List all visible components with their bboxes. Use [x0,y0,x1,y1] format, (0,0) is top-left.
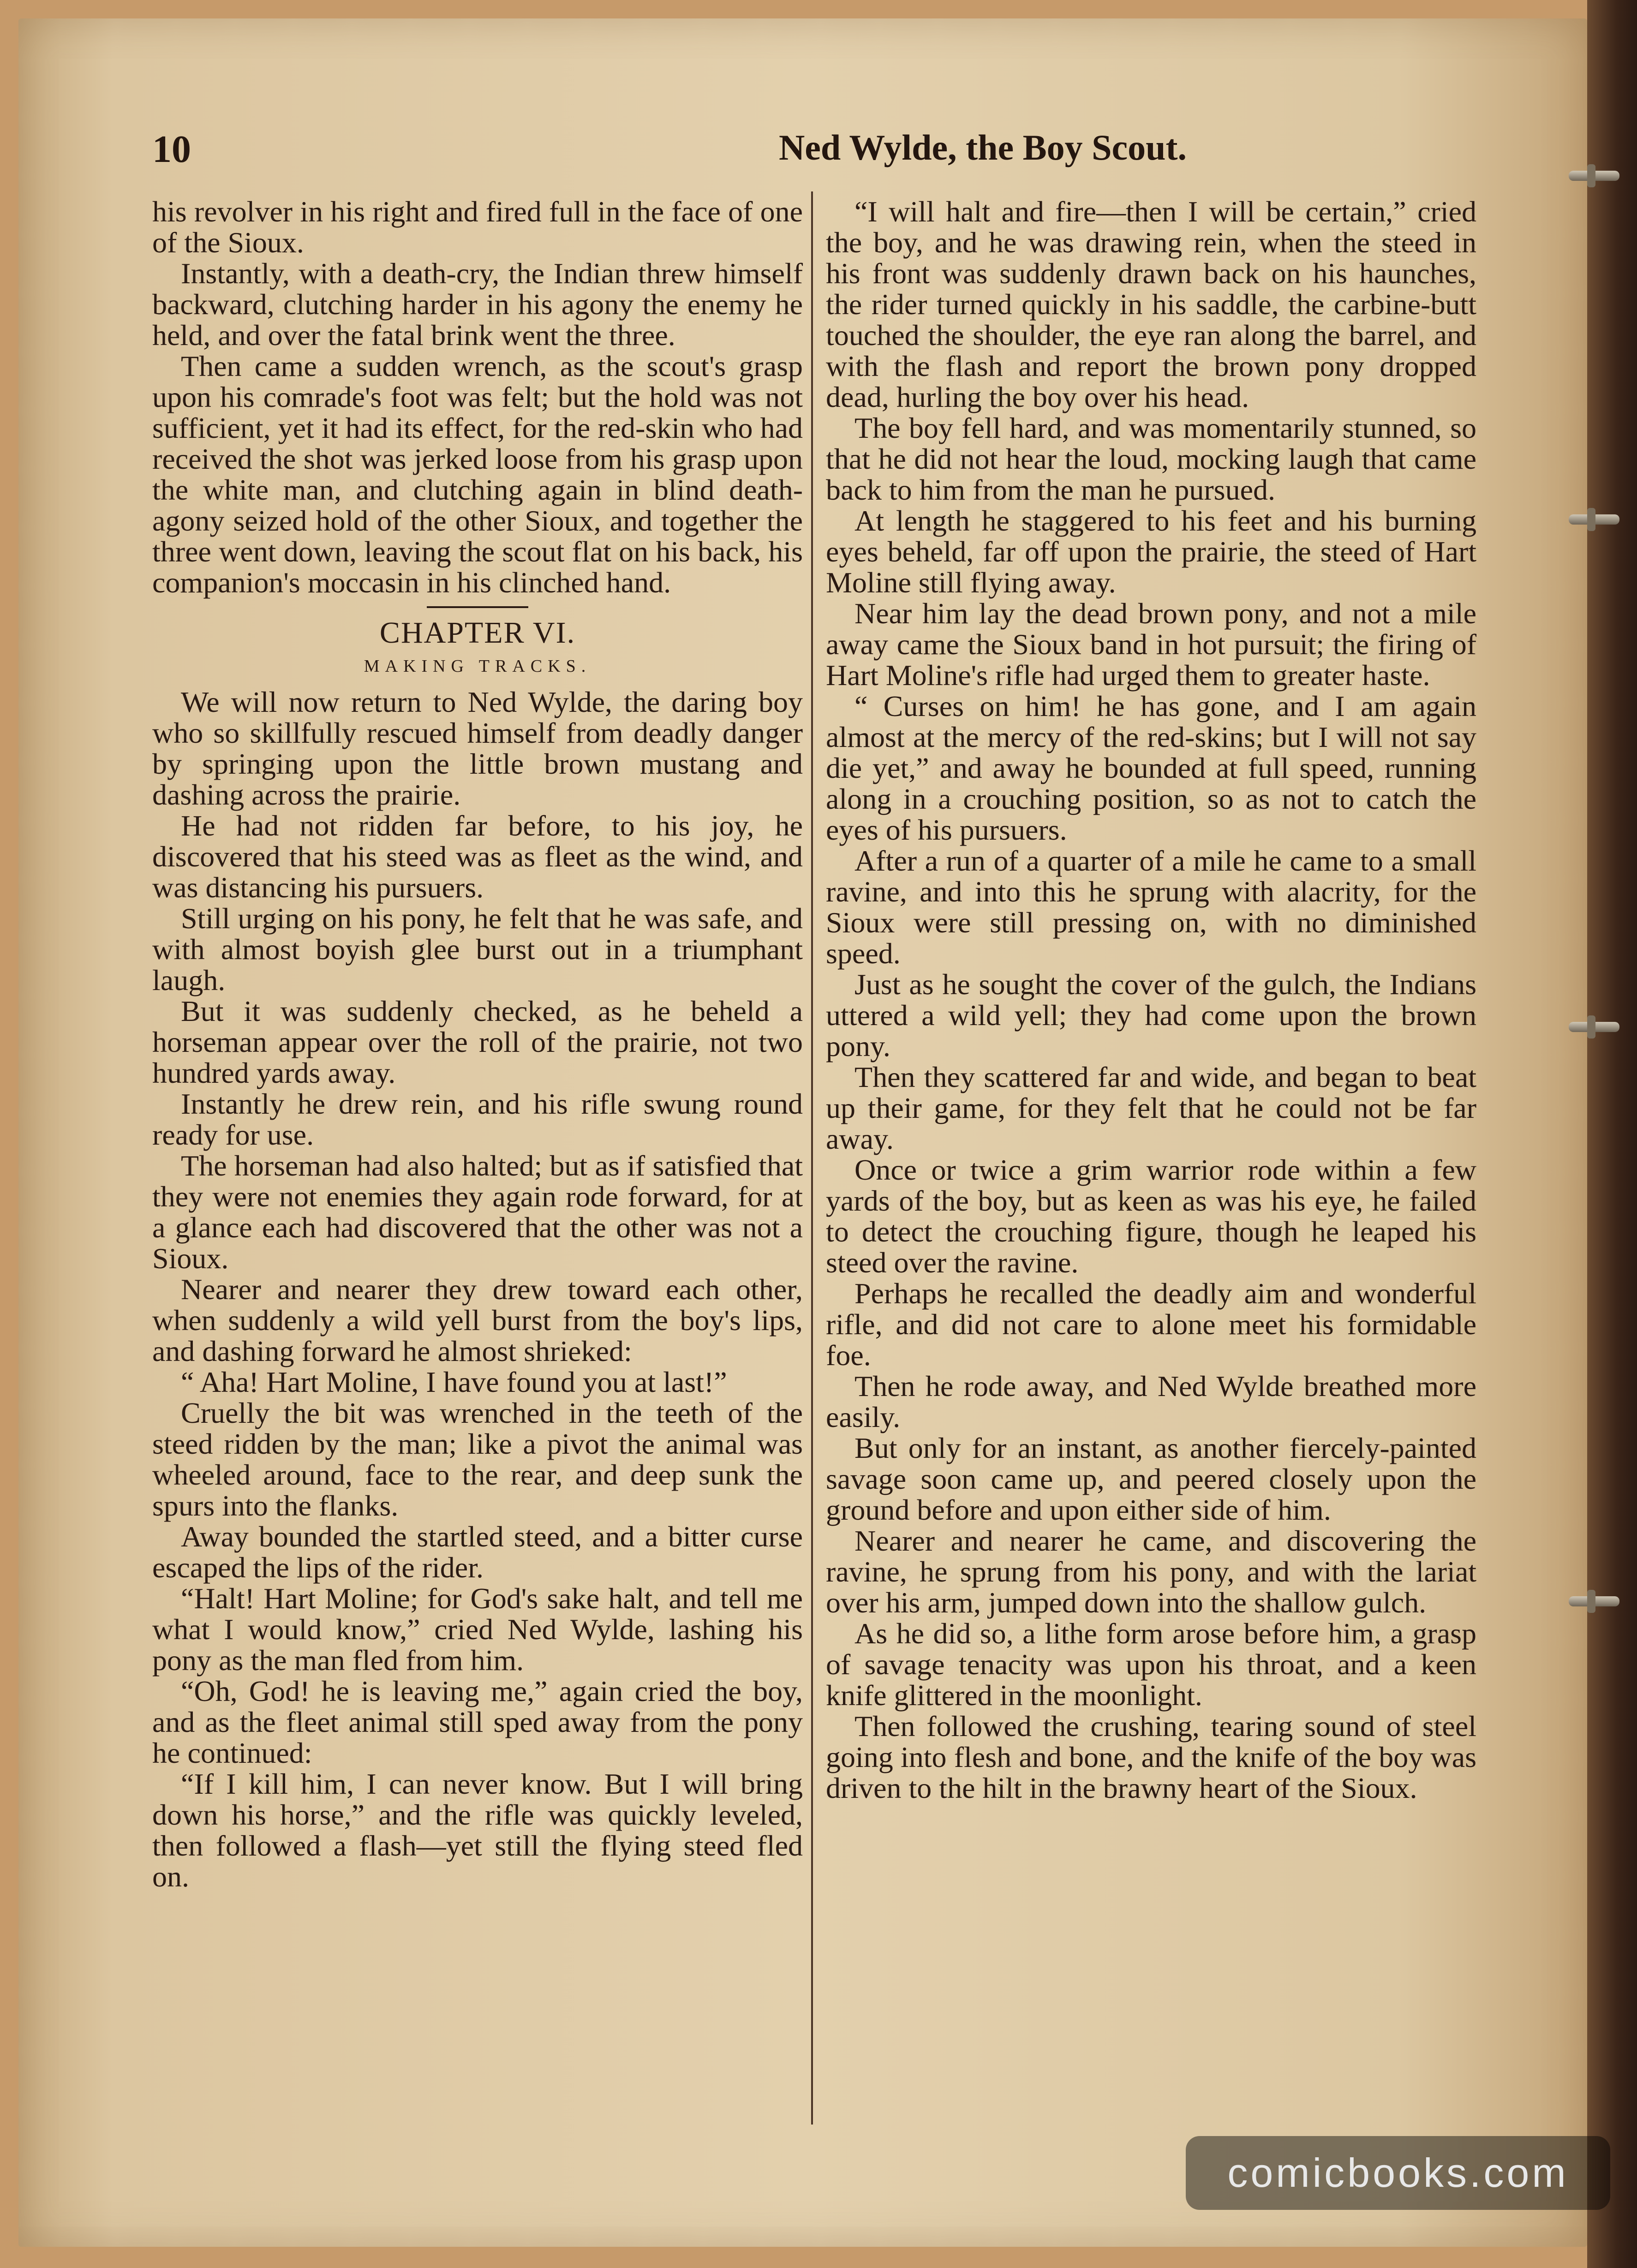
chapter-divider [427,606,528,608]
chapter-subtitle: MAKING TRACKS. [364,657,591,676]
paragraph: Nearer and nearer they drew toward each other, when suddenly a wild yell burst from the boy's lips, and dashing forward he almost shrieked: [152,1273,803,1367]
paragraph: Instantly, with a death-cry, the Indian threw himself backward, clutching harder in his agony the enemy he held, and over the fatal brink went the three. [152,257,803,352]
paragraph: Just as he sought the cover of the gulch, the Indians uttered a wild yell; they had come upon the brown pony. [826,968,1476,1062]
paragraph: We will now return to Ned Wylde, the daring boy who so skillfully rescued himself from deadly danger by springing upon the little brown mustang and dashing across the prairie. [152,686,803,811]
running-title: Ned Wylde, the Boy Scout. [778,127,1187,167]
paragraph: Then followed the crushing, tearing sound of steel going into flesh and bone, and the knife of the boy was driven to the hilt in the brawny heart of the Sioux. [826,1710,1476,1804]
paragraph: “If I kill him, I can never know. But I will bring down his horse,” and the rifle was quickly leveled, then followed a flash—yet still the flying steed fled on. [152,1767,803,1893]
book-spine [1587,0,1637,2268]
paragraph: But only for an instant, as another fiercely-painted savage soon came up, and peered closely upon the ground before and upon either side of him. [826,1432,1476,1526]
paragraph: The boy fell hard, and was momentarily stunned, so that he did not hear the loud, mocking laugh that came back to him from the man he pursued. [826,412,1476,506]
paragraph: The horseman had also halted; but as if satisfied that they were not enemies they again rode forward, for at a glance each had discovered that the other was not a Sioux. [152,1149,803,1275]
paragraph: Once or twice a grim warrior rode within a few yards of the boy, but as keen as was his eye, he failed to detect the crouching figure, though he leaped his steed over the ravine. [826,1153,1476,1279]
page-header [152,127,1518,182]
watermark-logo: comicbooks.com [1186,2136,1610,2210]
right-column [826,196,1476,1803]
staple-top [1569,171,1619,181]
paragraph: “ Aha! Hart Moline, I have found you at last!” [181,1366,727,1398]
paragraph: “ Curses on him! he has gone, and I am again almost at the mercy of the red-skins; but I will not say die yet,” and away he bounded at full speed, running along in a crouching position, so as not to catch the eyes of his pursuers. [826,690,1476,846]
staple-upper [1569,514,1619,525]
chapter-title: CHAPTER VI. [379,616,576,650]
paragraph: his revolver in his right and fired full in the face of one of the Sioux. [152,195,803,259]
paragraph: “I will halt and fire—then I will be certain,” cried the boy, and he was drawing rein, when the steed in his front was suddenly drawn back on his haunches, the rider turned quickly in his saddle, the carbine-butt touched the shoulder, the eye ran along the barrel, and with the flash and report the brown pony dropped dead, hurling the boy over his head. [826,195,1476,413]
column-divider [811,191,813,2125]
paragraph: Still urging on his pony, he felt that he was safe, and with almost boyish glee burst out in a triumphant laugh. [152,902,803,997]
paragraph: At length he staggered to his feet and his burning eyes beheld, far off upon the prairie, the steed of Hart Moline still flying away. [826,504,1476,599]
paragraph: Away bounded the startled steed, and a bitter curse escaped the lips of the rider. [152,1520,803,1584]
paragraph: He had not ridden far before, to his joy, he discovered that his steed was as fleet as the wind, and was distancing his pursuers. [152,809,803,904]
paragraph: Perhaps he recalled the deadly aim and wonderful rifle, and did not care to alone meet his formidable foe. [826,1277,1476,1372]
page-number: 10 [152,128,191,171]
staple-lower [1569,1022,1619,1032]
paragraph: “Halt! Hart Moline; for God's sake halt, and tell me what I would know,” cried Ned Wylde, lashing his pony as the man fled from him. [152,1582,803,1677]
paragraph: Then he rode away, and Ned Wylde breathed more easily. [826,1370,1476,1433]
staple-bottom [1569,1596,1619,1606]
paragraph: Nearer and nearer he came, and discovering the ravine, he sprung from his pony, and with the lariat over his arm, jumped down into the shallow gulch. [826,1524,1476,1619]
paragraph: As he did so, a lithe form arose before him, a grasp of savage tenacity was upon his throat, and a keen knife glittered in the moonlight. [826,1617,1476,1712]
paragraph: Near him lay the dead brown pony, and not a mile away came the Sioux band in hot pursuit; the firing of Hart Moline's rifle had urged them to greater haste. [826,597,1476,692]
left-column [152,196,803,1892]
paragraph: Cruelly the bit was wrenched in the teeth of the steed ridden by the man; like a pivot the animal was wheeled around, face to the rear, and deep sunk the spurs into the flanks. [152,1397,803,1522]
paragraph: But it was suddenly checked, as he beheld a horseman appear over the roll of the prairie, not two hundred yards away. [152,995,803,1089]
paragraph: “Oh, God! he is leaving me,” again cried the boy, and as the fleet animal still sped away from the pony he continued: [152,1675,803,1769]
paragraph: Then they scattered far and wide, and began to beat up their game, for they felt that he could not be far away. [826,1061,1476,1155]
paragraph: Then came a sudden wrench, as the scout's grasp upon his comrade's foot was felt; but the hold was not sufficient, yet it had its effect, for the red-skin who had received the shot was jerked loose from his grasp upon the white man, and clutching again in blind death-agony seized hold of the other Sioux, and together the three went down, leaving the scout flat on his back, his companion's moccasin in his clinched hand. [152,350,803,599]
paragraph: After a run of a quarter of a mile he came to a small ravine, and into this he sprung with alacrity, for the Sioux were still pressing on, with no diminished speed. [826,844,1476,970]
paragraph: Instantly he drew rein, and his rifle swung round ready for use. [152,1087,803,1151]
